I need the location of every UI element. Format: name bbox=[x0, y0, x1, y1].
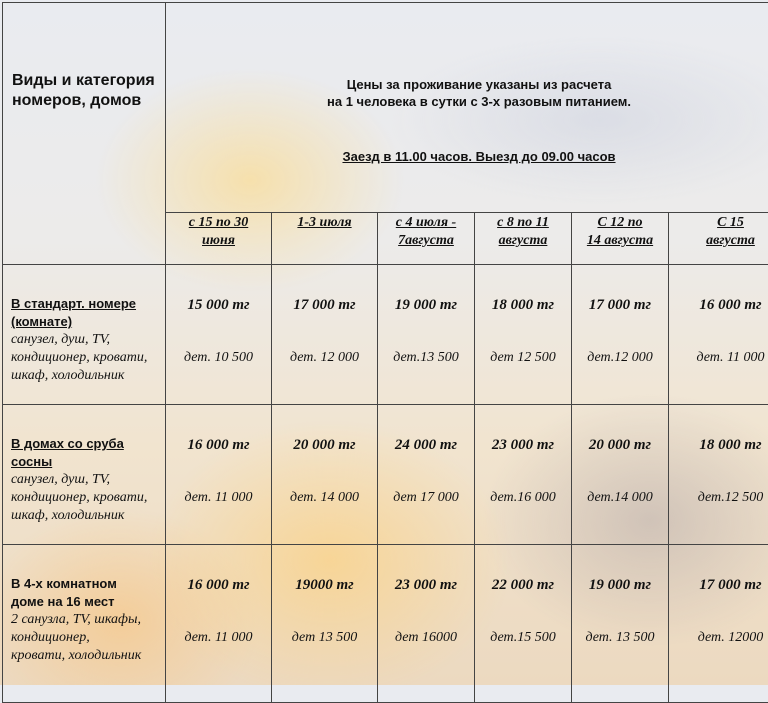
price-cell bbox=[475, 265, 572, 405]
room-title: В 4-х комнатном bbox=[11, 575, 163, 593]
room-type-cell: В стандарт. номере (комнате) санузел, душ, TV, кондиционер, кровати, шкаф, холодильник bbox=[3, 265, 166, 405]
price-cell bbox=[378, 405, 475, 545]
adult-price: 22 000 тг bbox=[475, 577, 571, 594]
child-price: дет.14 000 bbox=[572, 490, 668, 506]
adult-price: 16 000 тг bbox=[166, 577, 271, 594]
period-header: с 15 по 30 июня bbox=[166, 213, 272, 265]
child-price: дет 17 000 bbox=[378, 490, 474, 506]
price-cell bbox=[166, 265, 272, 405]
child-price: дет. 12 000 bbox=[272, 350, 377, 366]
pricing-note-header bbox=[166, 3, 768, 213]
price-cell bbox=[572, 405, 669, 545]
adult-price: 18 000 тг bbox=[475, 297, 571, 314]
adult-price: 18 000 тг bbox=[669, 437, 768, 454]
price-cell bbox=[166, 545, 272, 703]
room-title: В домах со сруба bbox=[11, 435, 163, 453]
adult-price: 15 000 тг bbox=[166, 297, 271, 314]
adult-price: 17 000 тг bbox=[272, 297, 377, 314]
adult-price: 24 000 тг bbox=[378, 437, 474, 454]
price-cell bbox=[572, 265, 669, 405]
child-price: дет.16 000 bbox=[475, 490, 571, 506]
child-price: дет. 11 000 bbox=[669, 350, 768, 366]
checkin-checkout-note: Заезд в 11.00 часов. Выезд до 09.00 часов bbox=[166, 149, 768, 164]
table-row bbox=[3, 265, 768, 405]
child-price: дет.12 000 bbox=[572, 350, 668, 366]
child-price: дет. 12000 bbox=[669, 630, 768, 646]
period-header: с 4 июля - 7августа bbox=[378, 213, 475, 265]
adult-price: 19000 тг bbox=[272, 577, 377, 594]
price-cell bbox=[272, 405, 378, 545]
price-cell bbox=[669, 265, 768, 405]
room-type-cell: В домах со сруба сосны санузел, душ, TV, кондиционер, кровати, шкаф, холодильник bbox=[3, 405, 166, 545]
adult-price: 17 000 тг bbox=[669, 577, 768, 594]
price-cell bbox=[272, 265, 378, 405]
child-price: дет 12 500 bbox=[475, 350, 571, 366]
adult-price: 23 000 тг bbox=[475, 437, 571, 454]
table-row bbox=[3, 545, 768, 703]
room-title: сосны bbox=[11, 453, 163, 471]
child-price: дет. 11 000 bbox=[166, 490, 271, 506]
period-header: С 12 по 14 августа bbox=[572, 213, 669, 265]
room-title: В стандарт. номере bbox=[11, 295, 163, 313]
table-row bbox=[3, 405, 768, 545]
price-cell bbox=[572, 545, 669, 703]
adult-price: 20 000 тг bbox=[272, 437, 377, 454]
adult-price: 20 000 тг bbox=[572, 437, 668, 454]
category-header: Виды и категория номеров, домов bbox=[3, 3, 166, 265]
period-header: 1-3 июля bbox=[272, 213, 378, 265]
price-cell bbox=[475, 405, 572, 545]
child-price: дет. 10 500 bbox=[166, 350, 271, 366]
pricing-note: Цены за проживание указаны из расчета на 1 человека в сутки с 3-х разовым питанием. bbox=[166, 76, 768, 110]
child-price: дет.12 500 bbox=[669, 490, 768, 506]
room-title: доме на 16 мест bbox=[11, 593, 163, 611]
price-cell bbox=[166, 405, 272, 545]
child-price: дет 13 500 bbox=[272, 630, 377, 646]
price-table bbox=[2, 2, 768, 703]
price-cell bbox=[475, 545, 572, 703]
price-cell bbox=[272, 545, 378, 703]
child-price: дет 16000 bbox=[378, 630, 474, 646]
price-cell bbox=[378, 265, 475, 405]
adult-price: 23 000 тг bbox=[378, 577, 474, 594]
adult-price: 16 000 тг bbox=[166, 437, 271, 454]
child-price: дет.15 500 bbox=[475, 630, 571, 646]
price-cell bbox=[378, 545, 475, 703]
child-price: дет. 13 500 bbox=[572, 630, 668, 646]
room-title: (комнате) bbox=[11, 313, 163, 331]
adult-price: 17 000 тг bbox=[572, 297, 668, 314]
adult-price: 16 000 тг bbox=[669, 297, 768, 314]
price-cell bbox=[669, 405, 768, 545]
adult-price: 19 000 тг bbox=[572, 577, 668, 594]
adult-price: 19 000 тг bbox=[378, 297, 474, 314]
child-price: дет. 11 000 bbox=[166, 630, 271, 646]
child-price: дет.13 500 bbox=[378, 350, 474, 366]
room-type-cell: В 4-х комнатном доме на 16 мест 2 санузла, TV, шкафы, кондиционер, кровати, холодильник bbox=[3, 545, 166, 703]
period-header: с 8 по 11 августа bbox=[475, 213, 572, 265]
child-price: дет. 14 000 bbox=[272, 490, 377, 506]
period-header: С 15 августа bbox=[669, 213, 768, 265]
price-cell bbox=[669, 545, 768, 703]
